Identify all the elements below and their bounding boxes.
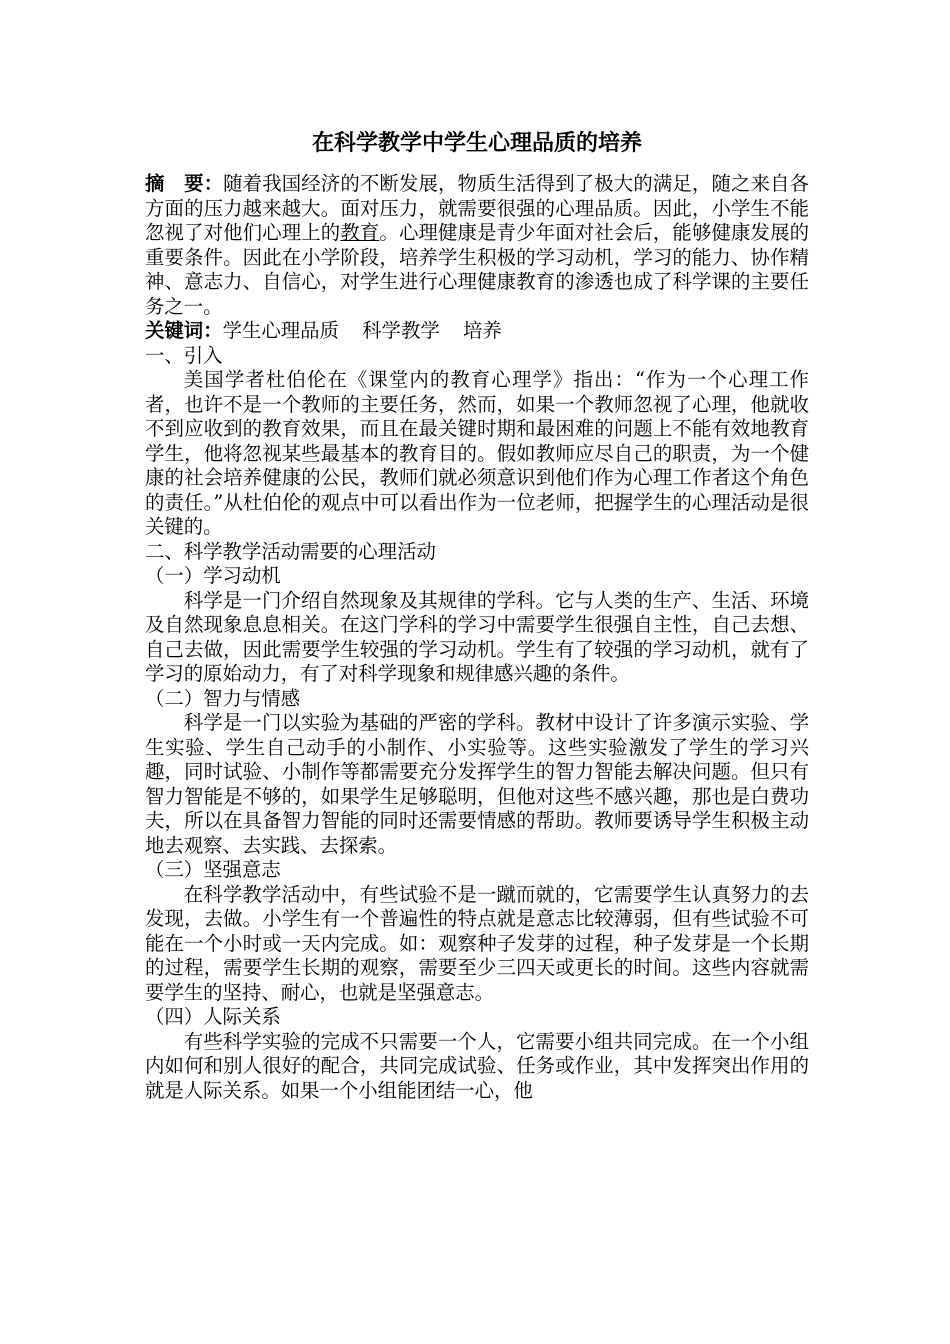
keyword-item: 学生心理品质 bbox=[222, 319, 339, 342]
abstract-underlined-term: 教育 bbox=[340, 221, 380, 244]
keywords bbox=[145, 319, 809, 344]
abstract bbox=[145, 172, 809, 319]
section-heading-intro: 一、引入 bbox=[145, 343, 223, 367]
section-paragraph-intro: 美国学者杜伯伦在《课堂内的教育心理学》指出：“作为一个心理工作者，也许不是一个教师的主要任务，然而，如果一个教师忽视了心理，他就收不到应收到的教育效果，而且在最关键时期和最困难的问题上不能有效地教育学生，他将忽视某些最基本的教育目的。假如教师应尽自己的职责，为一个健康的社会培养健康的公民，教师们就必须意识到他们作为心理工作者这个角色的责任。”从杜伯伦的观点中可以看出作为一位老师，把握学生的心理活动是很关键的。 bbox=[145, 368, 809, 538]
subsection-heading-relationships: （四）人际关系 bbox=[145, 1005, 281, 1028]
keyword-item: 科学教学 bbox=[362, 319, 440, 342]
page-title: 在科学教学中学生心理品质的培养 bbox=[311, 130, 642, 156]
keyword-item: 培养 bbox=[463, 319, 502, 342]
abstract-text-1: 随着我国经济的不断发展，物质生活得到了极大的满足，随之来自各方面的压力越来越大。面对压力，就需要很强的心理品质。因此，小学生不能忽视了对他们心理上的 bbox=[145, 172, 810, 244]
abstract-text-2: 。心理健康是青少年面对社会后，能够健康发展的重要条件。因此在小学阶段，培养学生积极的学习动机，学习的能力、协作精神、意志力、自信心，对学生进行心理健康教育的渗透也成了科学课的主要任务之一。 bbox=[145, 221, 810, 318]
subsection-heading-motivation: （一）学习动机 bbox=[145, 564, 281, 587]
subsection-paragraph-motivation: 科学是一门介绍自然现象及其规律的学科。它与人类的生产、生活、环境及自然现象息息相关。在这门学科的学习中需要学生很强自主性，自己去想、自己去做，因此需要学生较强的学习动机。学生有了较强的学习动机，就有了学习的原始动力，有了对科学现象和规律感兴趣的条件。 bbox=[145, 588, 809, 685]
abstract-label: 摘 要： bbox=[145, 172, 224, 195]
subsection-paragraph-willpower: 在科学教学活动中，有些试验不是一蹴而就的，它需要学生认真努力的去发现，去做。小学生有一个普遍性的特点就是意志比较薄弱，但有些试验不可能在一个小时或一天内完成。如：观察种子发芽的过程，种子发芽是一个长期的过程，需要学生长期的观察，需要至少三四天或更长的时间。这些内容就需要学生的坚持、耐心，也就是坚强意志。 bbox=[145, 882, 809, 1004]
subsection-paragraph-relationships: 有些科学实验的完成不只需要一个人，它需要小组共同完成。在一个小组内如何和别人很好的配合，共同完成试验、任务或作业，其中发挥突出作用的就是人际关系。如果一个小组能团结一心，他 bbox=[145, 1029, 809, 1102]
keywords-label: 关键词： bbox=[145, 319, 223, 342]
subsection-heading-willpower: （三）坚强意志 bbox=[145, 858, 281, 881]
subsection-heading-intellect-emotion: （二）智力与情感 bbox=[145, 686, 301, 710]
section-heading-psych-activities: 二、科学教学活动需要的心理活动 bbox=[145, 539, 436, 563]
subsection-paragraph-intellect-emotion: 科学是一门以实验为基础的严密的学科。教材中设计了许多演示实验、学生实验、学生自己动手的小制作、小实验等。这些实验激发了学生的学习兴趣，同时试验、小制作等都需要充分发挥学生的智力智能去解决问题。但只有智力智能是不够的，如果学生足够聪明，但他对这些不感兴趣，那也是白费功夫，所以在具备智力智能的同时还需要情感的帮助。教师要诱导学生积极主动地去观察、去实践、去探索。 bbox=[145, 711, 809, 857]
document-body bbox=[145, 128, 809, 1103]
